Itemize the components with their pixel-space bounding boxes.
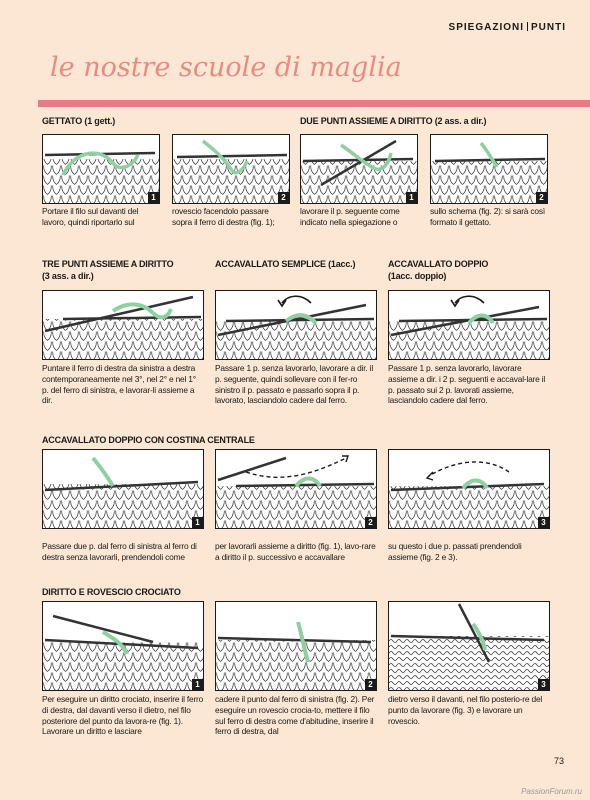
- crociato-fig-3: [388, 601, 550, 691]
- section-label: SPIEGAZIONI PUNTI: [448, 22, 566, 33]
- acc-costina-fig-2: [215, 449, 377, 529]
- acc-semplice-text: Passare 1 p. senza lavorarlo, lavorare a dir. il p. seguente, quindi sollevare con il fer-ro sinistro il p. passato e passarlo sopra il p. lavorato, lasciandolo cadere dal ferro.: [215, 363, 373, 406]
- due-punti-text-1: lavorare il p. seguente come indicato nella spiegazione o: [300, 206, 400, 227]
- fig-number: 1: [406, 192, 417, 203]
- fig-number: 3: [538, 679, 549, 690]
- fig-number: 3: [538, 517, 549, 528]
- crociato-text-1: Per eseguire un diritto crociato, inserire il ferro di destra, dal davanti verso il dietro, nel filo posteriore del punto da lavora-re (fig. 1). Lavorare un diritto e lasciare: [42, 694, 204, 737]
- page-number: 73: [553, 756, 564, 766]
- fig-number: 2: [365, 679, 376, 690]
- acc-costina-fig-1: [42, 449, 204, 529]
- acc-semplice-fig: [215, 290, 377, 360]
- fig-number: 2: [365, 517, 376, 528]
- acc-doppio-title: ACCAVALLATO DOPPIO (1acc. doppio): [388, 259, 489, 281]
- acc-costina-text-1: Passare due p. dal ferro di sinistra al ferro di destra senza lavorarli, prendendoli come: [42, 541, 197, 562]
- tre-punti-fig: [42, 290, 204, 360]
- acc-doppio-fig: [388, 290, 550, 360]
- acc-costina-text-2: per lavorarli assieme a diritto (fig. 1), lavo-rare a diritto il p. successivo e accavallare: [215, 541, 376, 562]
- acc-semplice-title: ACCAVALLATO SEMPLICE (1acc.): [215, 259, 356, 269]
- crociato-text-2: cadere il punto dal ferro di sinistra (fig. 2). Per eseguire un rovescio crocia-to, mettere il filo sul ferro di destra come d'abitudine, inserire il ferro di destra, dal: [215, 694, 375, 737]
- crociato-title: DIRITTO E ROVESCIO CROCIATO: [42, 587, 181, 597]
- acc-doppio-text: Passare 1 p. senza lavorarlo, lavorare assieme a dir. i 2 p. seguenti e accaval-lare il p. passato sui 2 p. lavorati assieme, lasciandolo cadere dal ferro.: [388, 363, 546, 406]
- fig-number: 1: [148, 192, 159, 203]
- tre-punti-text: Puntare il ferro di destra da sinistra a destra contemporaneamente nel 3°, nel 2° e nel 1° p. del ferro di sinistra, e lavorar-li assieme a dir.: [42, 363, 196, 406]
- gettato-text-2: rovescio facendolo passare sopra il ferro di destra (fig. 1);: [172, 206, 275, 227]
- page-title: le nostre scuole di maglia: [50, 52, 402, 83]
- fig-number: 1: [192, 517, 203, 528]
- acc-costina-text-3: su questo i due p. passati prendendoli assieme (fig. 2 e 3).: [388, 541, 522, 562]
- acc-costina-fig-3: [388, 449, 550, 529]
- gettato-text-1: Portare il filo sul davanti del lavoro, quindi riportarlo sul: [42, 206, 139, 227]
- crociato-fig-1: [42, 601, 204, 691]
- due-punti-fig-1: [300, 134, 418, 204]
- title-bar: [38, 100, 590, 107]
- due-punti-fig-2: [430, 134, 548, 204]
- gettato-fig-1: [42, 134, 160, 204]
- footer-watermark: PassionForum.ru: [521, 787, 582, 796]
- acc-costina-title: ACCAVALLATO DOPPIO CON COSTINA CENTRALE: [42, 435, 255, 445]
- gettato-fig-2: [172, 134, 290, 204]
- fig-number: 1: [192, 679, 203, 690]
- crociato-text-3: dietro verso il davanti, nel filo posterio-re del punto da lavorare (fig. 3) e lavorare un rovescio.: [388, 694, 543, 726]
- fig-number: 2: [278, 192, 289, 203]
- tre-punti-title: TRE PUNTI ASSIEME A DIRITTO (3 ass. a dir.): [42, 259, 174, 281]
- due-punti-title: DUE PUNTI ASSIEME A DIRITTO (2 ass. a dir.): [300, 116, 487, 126]
- crociato-fig-2: [215, 601, 377, 691]
- gettato-title: GETTATO (1 gett.): [42, 116, 116, 126]
- fig-number: 2: [536, 192, 547, 203]
- due-punti-text-2: sullo schema (fig. 2): si sarà così formato il gettato.: [430, 206, 545, 227]
